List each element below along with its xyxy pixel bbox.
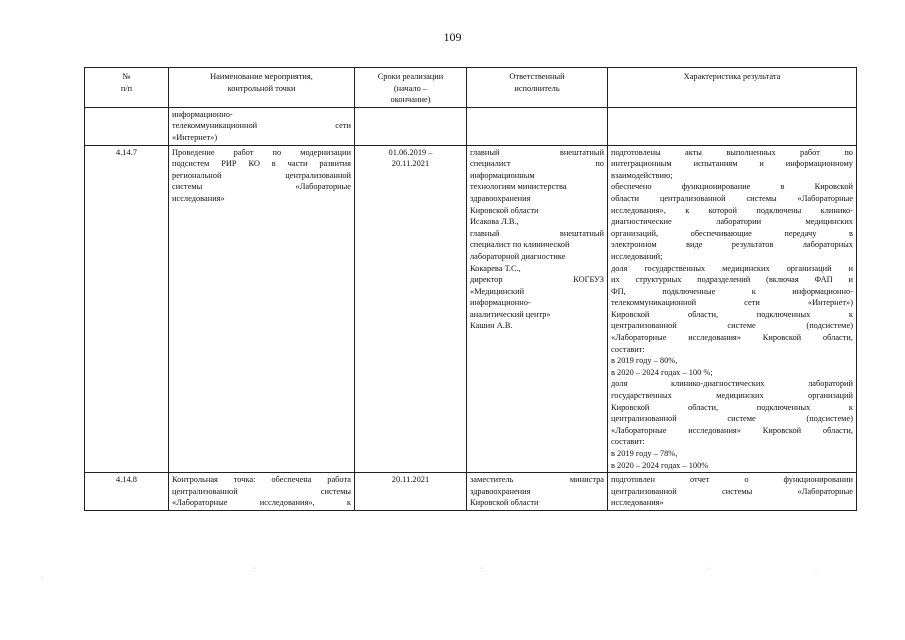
scan-speck: ·: [708, 566, 710, 572]
executor-line: специалист по: [470, 159, 604, 169]
executor-line: здравоохранения: [470, 486, 531, 496]
result-line: Кировской области, подключенных к: [611, 309, 853, 319]
page-number: 109: [443, 30, 462, 44]
result-line: в 2020 – 2024 годах – 100%: [611, 460, 709, 470]
result-cell: [608, 145, 857, 473]
executor-line: аналитический центр»: [470, 309, 551, 319]
executor-line: лабораторной диагностике: [470, 251, 566, 261]
result-line: области централизованной системы «Лабораторные: [611, 193, 853, 203]
result-line: диагностические лаборатории медицинских: [611, 217, 853, 227]
result-line: государственных медицинских организаций: [611, 391, 853, 401]
result-line: в 2019 году – 80%,: [611, 356, 678, 366]
executor-line: информационным: [470, 170, 535, 180]
activity-name-line: телекоммуникационной сети: [172, 121, 351, 131]
result-line: составит:: [611, 437, 645, 447]
header-line: Наименование мероприятия,: [210, 72, 313, 81]
executor-line: главный внештатный: [470, 147, 604, 157]
header-line: Сроки реализации: [377, 72, 444, 81]
header-name: [169, 68, 355, 108]
result-line: доля государственных медицинских организаций и: [611, 263, 853, 273]
result-line: электронном виде результатов лабораторных: [611, 240, 853, 250]
date-line: 20.11.2021: [391, 475, 430, 485]
activity-name-line: подсистем РИР КО в части развития: [172, 159, 351, 169]
activity-name-line: «Интернет»): [172, 132, 218, 142]
result-line: «Лабораторные исследования» Кировской области,: [611, 425, 853, 435]
executor-line: Исакова Л.В.,: [470, 217, 519, 227]
header-line: п/п: [120, 83, 133, 93]
result-line: подготовлен отчет о функционировании: [611, 475, 853, 485]
header-line: Ответственный: [509, 72, 565, 81]
activity-name-cell: [169, 145, 355, 473]
result-line: составит:: [611, 344, 645, 354]
scan-speck: ·: [254, 566, 256, 572]
result-line: подготовлены акты выполненных работ по: [611, 147, 853, 157]
header-executor: [467, 68, 608, 108]
executor-line: «Медицинский: [470, 286, 525, 296]
executor-line: Кировской области: [470, 205, 539, 215]
scan-speck: ·: [815, 568, 817, 574]
header-line: контрольной точки: [227, 83, 296, 93]
activity-name-line: региональной централизованной: [172, 170, 351, 180]
result-line: исследований;: [611, 251, 663, 261]
executor-line: Кокарева Т.С.,: [470, 263, 521, 273]
row-number: 4.14.7: [85, 145, 169, 473]
result-line: интеграционным испытаниям и информационному: [611, 159, 853, 169]
executor-line: главный внештатный: [470, 228, 604, 238]
header-dates: [355, 68, 467, 108]
result-cell: [608, 473, 857, 511]
result-line: их структурных подразделений (включая ФАП и: [611, 275, 853, 285]
table-row: [85, 107, 857, 145]
executor-line: специалист по клинической: [470, 240, 570, 250]
header-line: Характеристика результата: [683, 72, 781, 81]
scan-speck: ·: [480, 566, 482, 572]
result-line: в 2020 – 2024 годах – 100 %;: [611, 367, 713, 377]
dates-cell: [355, 145, 467, 473]
row-number: [85, 107, 169, 145]
activity-name-line: централизованной системы: [172, 486, 351, 496]
row-number: 4.14.8: [85, 473, 169, 511]
table-row: [85, 145, 857, 473]
activity-name-cell: [169, 107, 355, 145]
result-line: централизованной системы «Лабораторные: [611, 486, 853, 496]
result-line: в 2019 году – 78%,: [611, 449, 678, 458]
activity-name-cell: [169, 473, 355, 511]
table-header-row: [85, 68, 857, 108]
scan-speck: ·: [41, 575, 43, 581]
result-line: централизованной системе (подсистеме): [611, 321, 853, 331]
header-line: исполнитель: [514, 83, 560, 93]
result-line: исследования»: [611, 498, 664, 508]
executor-line: технологиям министерства: [470, 182, 567, 192]
result-line: доля клинико-диагностических лабораторий: [611, 379, 853, 389]
executor-line: директор КОГБУЗ: [470, 275, 604, 285]
result-line: взаимодействию;: [611, 170, 673, 180]
date-line: 20.11.2021: [391, 159, 430, 169]
activity-name-line: Контрольная точка: обеспечена работа: [172, 475, 351, 485]
result-line: ФП, подключенные к информационно-: [611, 286, 853, 296]
executor-cell: [467, 145, 608, 473]
result-line: организаций, обеспечивающие передачу в: [611, 228, 853, 238]
executor-line: Кировской области: [470, 498, 539, 508]
header-line: №: [122, 72, 131, 81]
activity-name-line: информационно-: [172, 109, 233, 119]
executor-line: заместитель министра: [470, 475, 604, 485]
result-line: обеспечено функционирование в Кировской: [611, 182, 853, 192]
table-row: [85, 473, 857, 511]
header-line: (начало –: [393, 83, 428, 93]
executor-line: Кашин А.В.: [470, 321, 513, 331]
activity-name-line: «Лабораторные исследования», к: [172, 498, 351, 508]
activity-name-line: системы «Лабораторные: [172, 182, 351, 192]
executor-cell: [467, 107, 608, 145]
result-line: исследования», к которой подключены клинико-: [611, 205, 853, 215]
activities-table: [84, 67, 857, 511]
result-line: телекоммуникационной сети «Интернет»): [611, 298, 853, 308]
header-num: [85, 68, 169, 108]
dates-cell: [355, 107, 467, 145]
header-result: [608, 68, 857, 108]
result-line: централизованной системе (подсистеме): [611, 414, 853, 424]
activity-name-line: исследования»: [172, 193, 225, 203]
header-line: окончание): [390, 95, 431, 105]
date-line: 01.06.2019 –: [388, 147, 433, 157]
executor-line: информационно-: [470, 298, 531, 308]
executor-cell: [467, 473, 608, 511]
activity-name-line: Проведение работ по модернизации: [172, 147, 351, 157]
result-line: Кировской области, подключенных к: [611, 402, 853, 412]
result-cell: [608, 107, 857, 145]
executor-line: здравоохранения: [470, 193, 531, 203]
dates-cell: [355, 473, 467, 511]
result-line: «Лабораторные исследования» Кировской области,: [611, 333, 853, 343]
